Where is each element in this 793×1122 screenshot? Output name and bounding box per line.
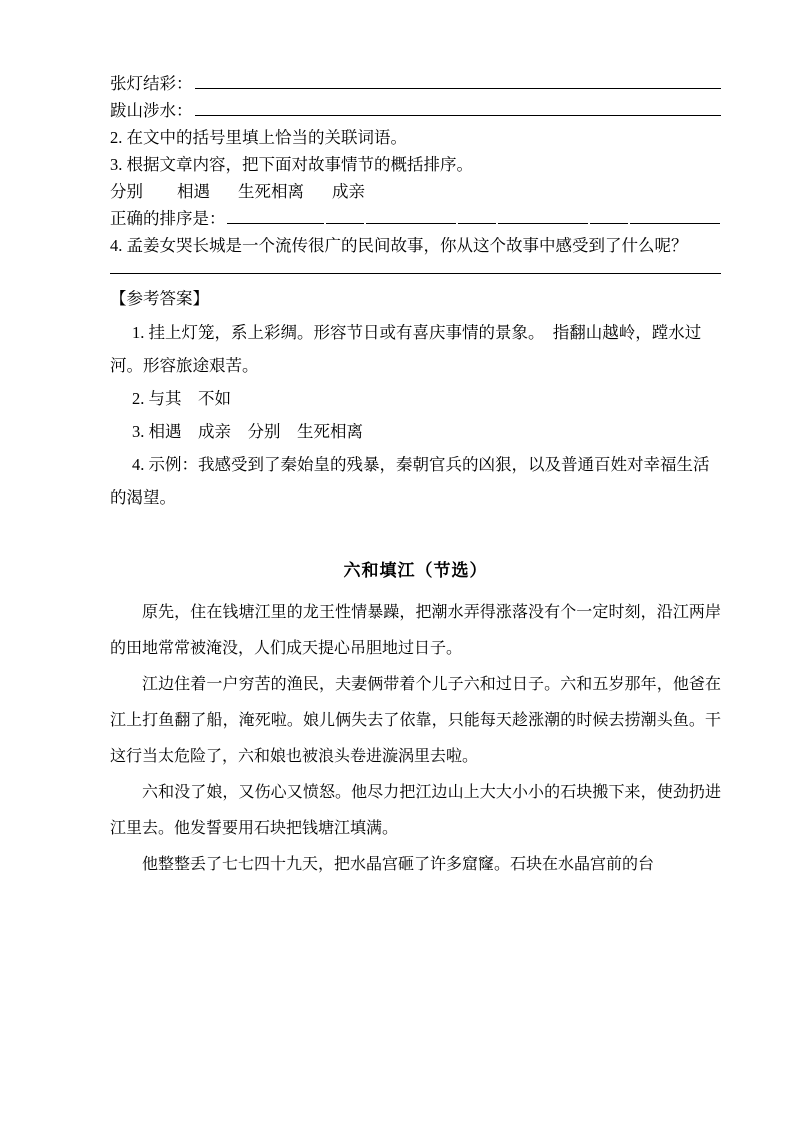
order-blank-4[interactable] xyxy=(630,207,720,224)
article-title: 六和填江（节选） xyxy=(343,561,488,580)
choice-item-1: 分别 xyxy=(110,182,143,201)
question-4: 4. 孟姜女哭长城是一个流传很广的民间故事，你从这个故事中感受到了什么呢？ xyxy=(110,236,688,255)
question-3: 3. 根据文章内容，把下面对故事情节的概括排序。 xyxy=(110,155,473,174)
article-paragraph: 他整整丢了七七四十九天，把水晶宫砸了许多窟窿。石块在水晶宫前的台 xyxy=(142,856,655,873)
article-section xyxy=(110,556,721,883)
order-arrow-3 xyxy=(590,207,628,224)
answer-rule-1[interactable] xyxy=(195,71,722,89)
answer-item-3: 3. 相遇 成亲 分别 生死相离 xyxy=(132,422,363,441)
choice-item-3: 生死相离 xyxy=(238,182,304,201)
question-2: 2. 在文中的括号里填上恰当的关联词语。 xyxy=(110,128,407,147)
answer-item-4: 4. 示例：我感受到了秦始皇的残暴，秦朝官兵的凶狠，以及普通百姓对幸福生活的渴望。 xyxy=(110,455,710,507)
fill-in-line xyxy=(110,97,721,124)
section-divider xyxy=(110,273,721,274)
choice-item-4: 成亲 xyxy=(332,182,365,201)
article-paragraph: 江边住着一户穷苦的渔民，夫妻俩带着个儿子六和过日子。六和五岁那年，他爸在江上打鱼翻了船，淹死啦。娘儿俩失去了依靠，只能每天趁涨潮的时候去捞潮头鱼。干这行当太危险了，六和娘也被浪头卷进漩涡里去啦。 xyxy=(110,676,721,765)
fill-in-line xyxy=(110,70,721,97)
order-blank-1[interactable] xyxy=(227,207,324,224)
choice-row xyxy=(110,178,721,205)
answer-item-1: 1. 挂上灯笼，系上彩绸。形容节日或有喜庆事情的景象。 指翻山越岭，蹚水过河。形容旅途艰苦。 xyxy=(110,323,702,375)
article-paragraph: 原先，住在钱塘江里的龙王性情暴躁，把潮水弄得涨落没有个一定时刻，沿江两岸的田地常常被淹没，人们成天提心吊胆地过日子。 xyxy=(110,604,721,657)
answers-title: 【参考答案】 xyxy=(110,289,209,308)
answers-section xyxy=(110,284,721,514)
article-paragraph: 六和没了娘，又伤心又愤怒。他尽力把江边山上大大小小的石块搬下来，使劲扔进江里去。他发誓要用石块把钱塘江填满。 xyxy=(110,784,721,837)
order-blank-2[interactable] xyxy=(366,207,456,224)
idiom-term-2: 跋山涉水： xyxy=(110,101,193,120)
idiom-term-1: 张灯结彩： xyxy=(110,74,193,93)
order-blank-3[interactable] xyxy=(498,207,588,224)
answer-rule-2[interactable] xyxy=(195,98,722,116)
answer-item-2: 2. 与其 不如 xyxy=(132,389,231,408)
order-label: 正确的排序是： xyxy=(110,209,226,228)
order-answer-line xyxy=(110,205,721,232)
order-arrow-2 xyxy=(458,207,496,224)
order-arrow-1 xyxy=(326,207,364,224)
choice-item-2: 相遇 xyxy=(177,182,210,201)
exercise-section xyxy=(110,70,721,259)
